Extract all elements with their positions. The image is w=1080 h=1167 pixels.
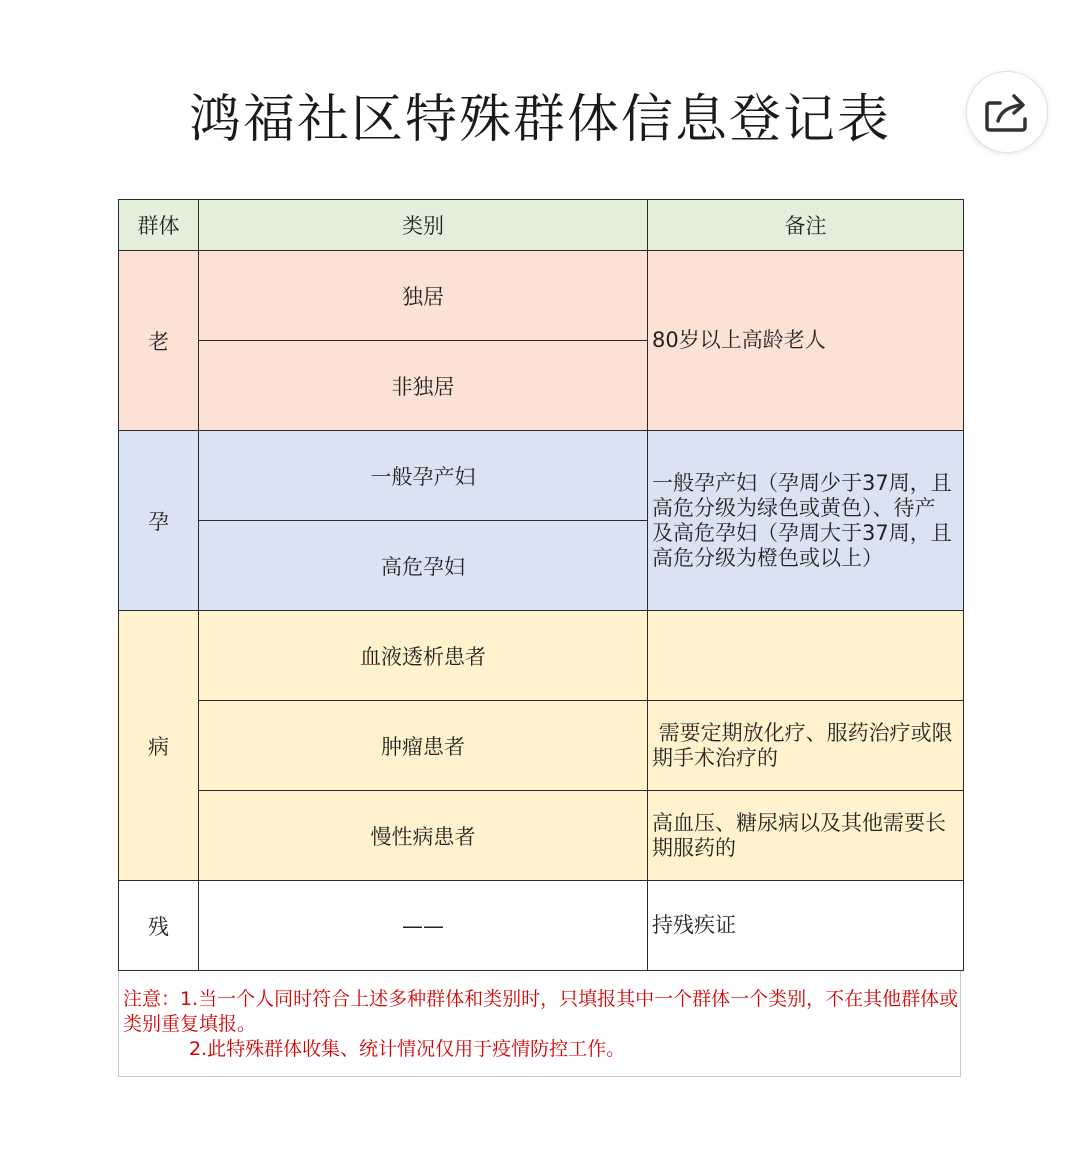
category-cell: 血液透析患者 (199, 611, 648, 701)
group-cell-disabled: 残 (119, 881, 199, 971)
header-note: 备注 (648, 200, 964, 251)
footnote-line-1: 注意：1.当一个人同时符合上述多种群体和类别时，只填报其中一个群体一个类别，不在其他群体或类别重复填报。 (123, 988, 959, 1035)
note-cell: 持残疾证 (648, 881, 964, 971)
note-cell: 80岁以上高龄老人 (648, 251, 964, 431)
table-row (119, 611, 964, 701)
category-cell: 肿瘤患者 (199, 701, 648, 791)
category-cell: 非独居 (199, 341, 648, 431)
category-cell: 一般孕产妇 (199, 431, 648, 521)
table-row (119, 881, 964, 971)
table-row (119, 251, 964, 341)
group-cell-illness: 病 (119, 611, 199, 881)
share-icon (984, 91, 1030, 133)
table-header-row (119, 200, 964, 251)
table-row (119, 431, 964, 521)
share-button[interactable] (966, 71, 1048, 153)
footnote-box (118, 971, 961, 1077)
table-row (119, 701, 964, 791)
note-cell: 高血压、糖尿病以及其他需要长期服药的 (648, 791, 964, 881)
header-category: 类别 (199, 200, 648, 251)
note-cell: 一般孕产妇（孕周少于37周，且高危分级为绿色或黄色）、待产及高危孕妇（孕周大于37周，且高危分级为橙色或以上） (648, 431, 964, 611)
category-cell: —— (199, 881, 648, 971)
registration-sheet (118, 199, 963, 1077)
group-cell-elderly: 老 (119, 251, 199, 431)
note-cell: 需要定期放化疗、服药治疗或限期手术治疗的 (648, 701, 964, 791)
table-row (119, 791, 964, 881)
group-cell-pregnant: 孕 (119, 431, 199, 611)
note-cell (648, 611, 964, 701)
category-cell: 高危孕妇 (199, 521, 648, 611)
footnote-line-2: 2.此特殊群体收集、统计情况仅用于疫情防控工作。 (189, 1038, 626, 1060)
page-title: 鸿福社区特殊群体信息登记表 (188, 90, 891, 150)
category-cell: 独居 (199, 251, 648, 341)
registration-table (118, 199, 964, 971)
header-group: 群体 (119, 200, 199, 251)
category-cell: 慢性病患者 (199, 791, 648, 881)
